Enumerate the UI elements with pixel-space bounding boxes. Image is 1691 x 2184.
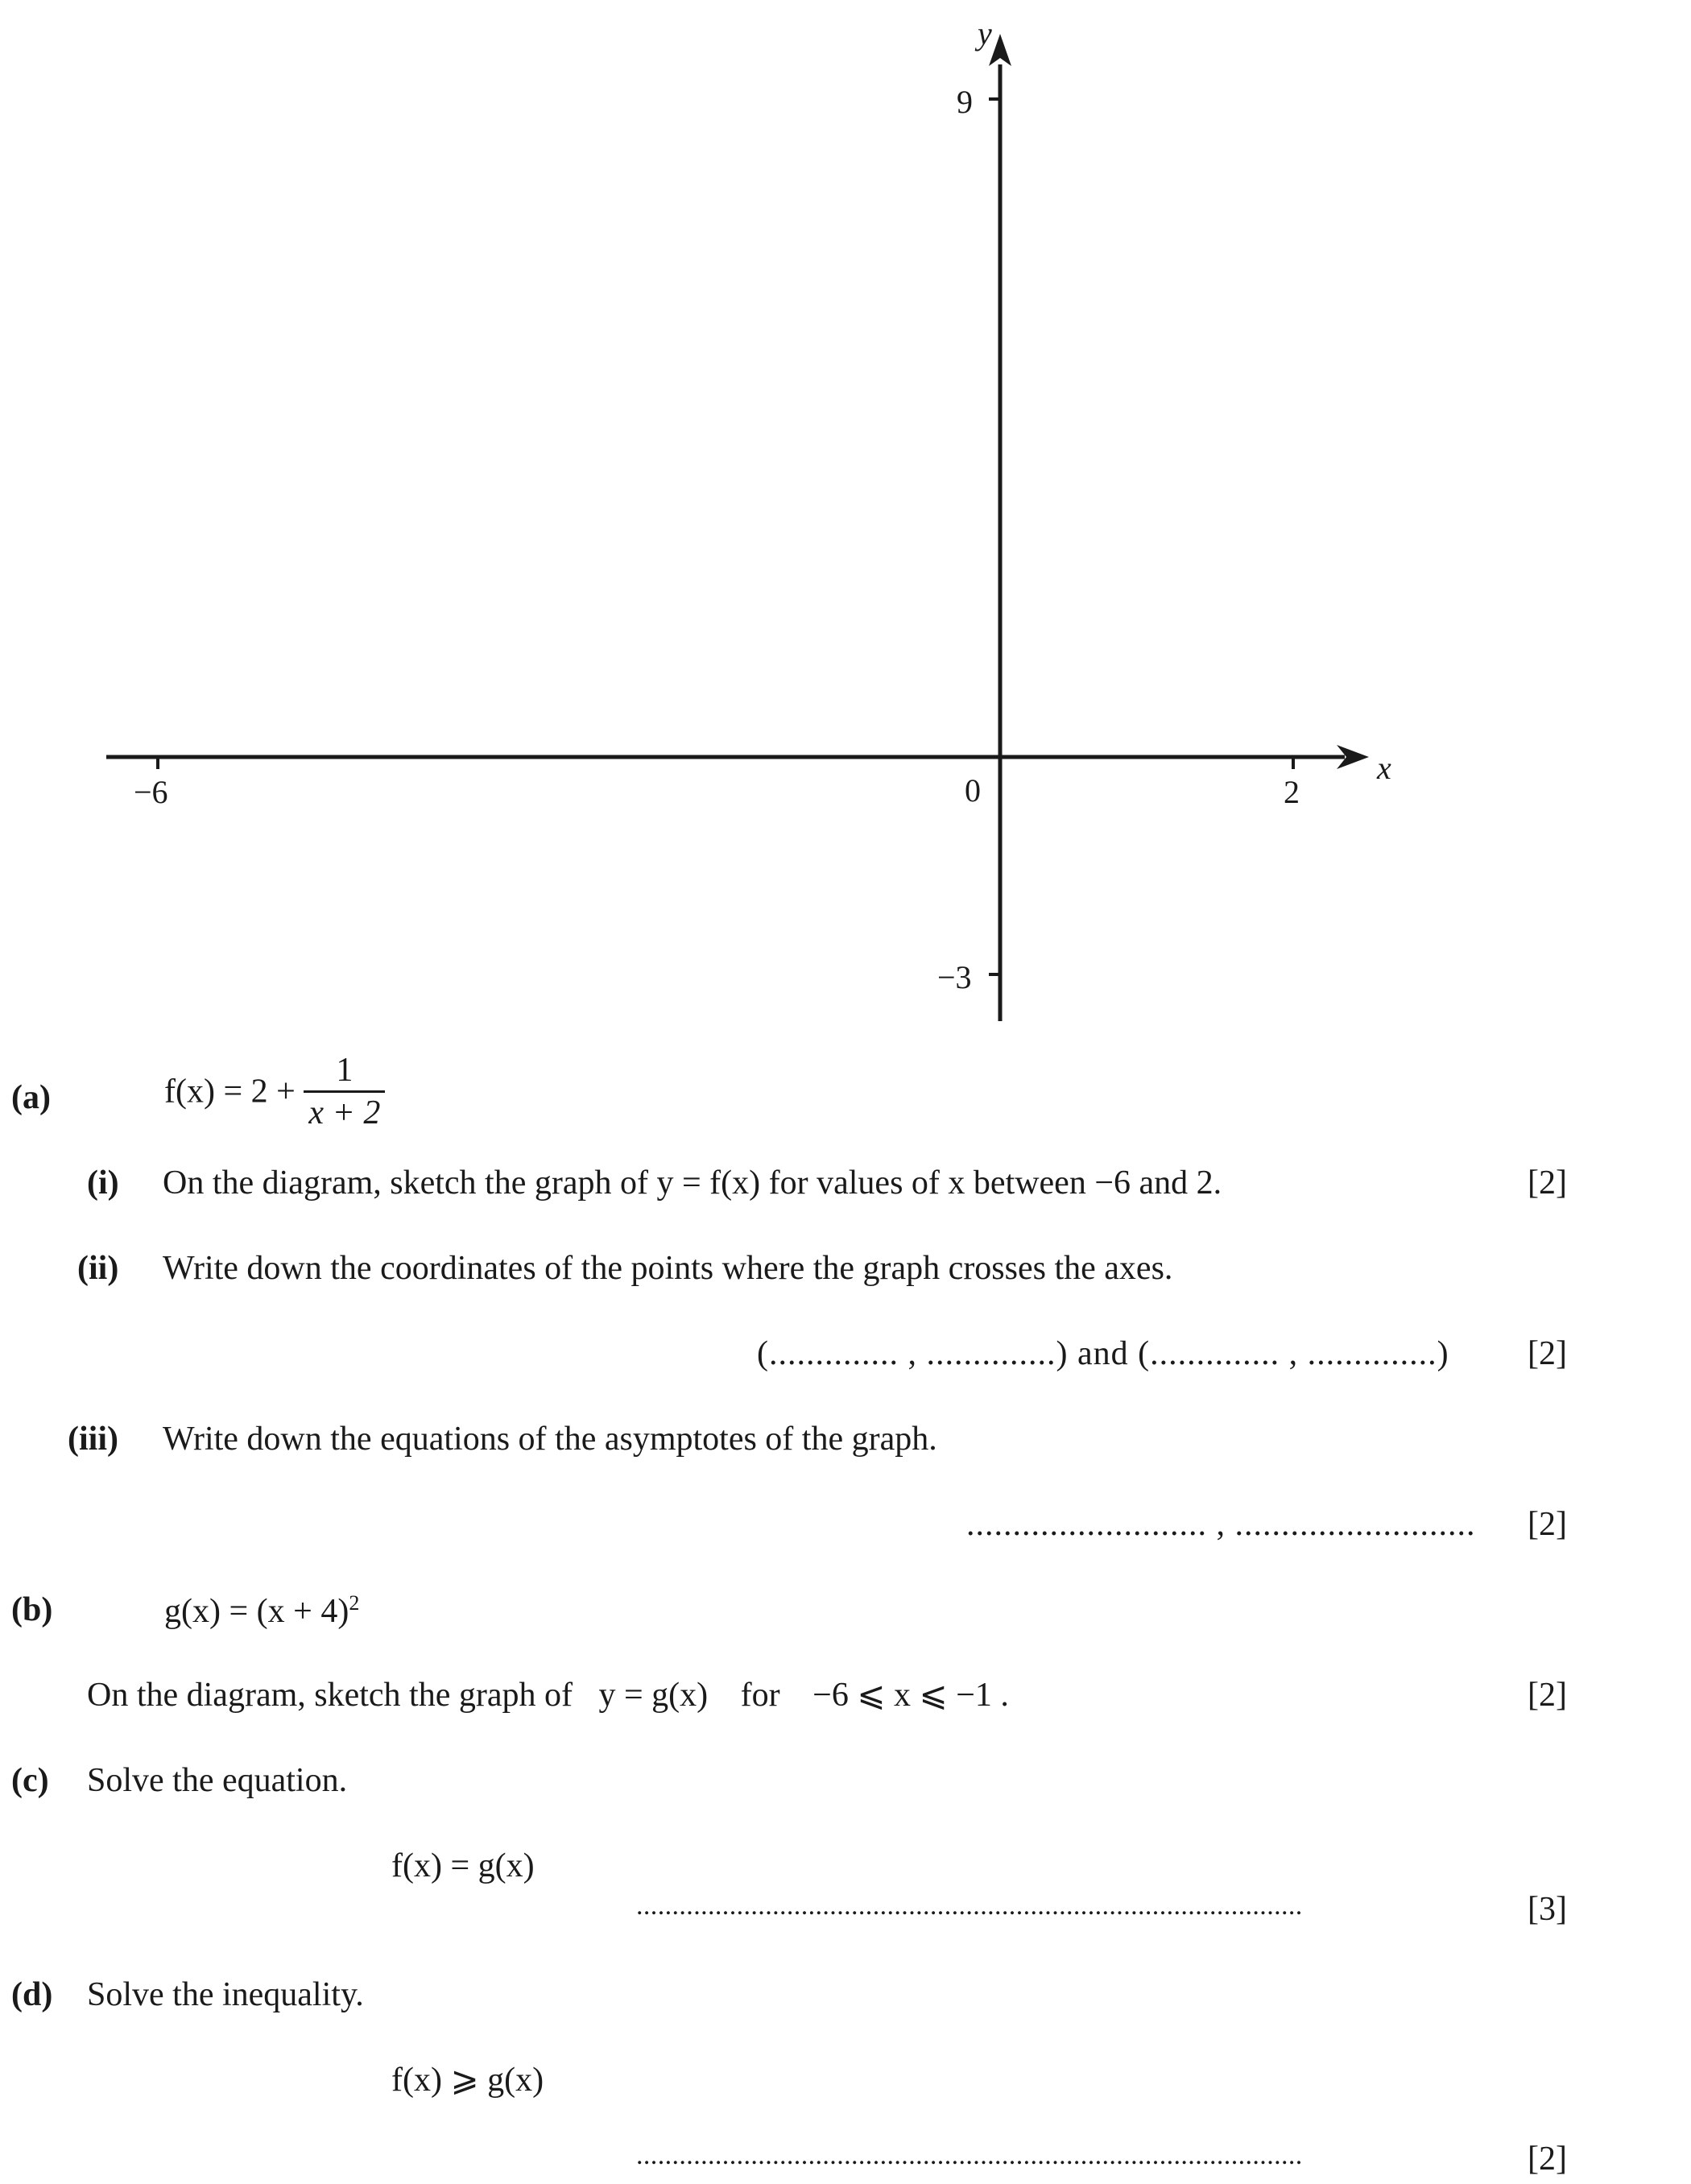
part-d-label: (d) [11,1976,53,2013]
y-axis-arrow [989,34,1011,66]
part-a-i-equation: y = f(x) [656,1164,761,1202]
part-a-i-question [163,1166,1222,1200]
part-a-label: (a) [11,1079,51,1116]
part-a-iii-question: Write down the equations of the asymptotes of the graph. [163,1421,937,1458]
part-d-answer-line[interactable]: ............................................................................................. [636,2141,1303,2170]
part-a-iii-marks: [2] [1528,1506,1567,1543]
part-c-marks: [3] [1528,1891,1567,1928]
part-a-i-label: (i) [87,1164,119,1202]
part-b-range: −6 ⩽ x ⩽ −1 . [812,1677,1009,1714]
function-f-denominator: x + 2 [304,1090,385,1130]
part-d-marks: [2] [1528,2141,1567,2178]
function-g-expression: g(x) = (x + 4) [164,1593,349,1630]
part-a-iii-answer-line[interactable]: .......................... , .......................... [966,1506,1476,1543]
tick-label-x-minus6: −6 [134,774,168,810]
function-f-lhs: f(x) = 2 + [164,1073,296,1111]
function-f-fraction [304,1053,385,1130]
part-b-text-1: On the diagram, sketch the graph of [87,1677,573,1714]
part-c-question: Solve the equation. [87,1762,348,1799]
function-g-exponent: 2 [349,1591,360,1615]
part-a-i-marks: [2] [1528,1164,1567,1202]
part-a-i-text-1: On the diagram, sketch the graph of [163,1164,648,1202]
function-f-definition [164,1053,385,1130]
part-c-label: (c) [11,1762,49,1799]
part-a-iii-label: (iii) [68,1421,118,1458]
part-d-question: Solve the inequality. [87,1976,364,2013]
part-a-ii-question: Write down the coordinates of the points where the graph crosses the axes. [163,1250,1173,1287]
function-f-numerator: 1 [336,1052,353,1089]
part-a-ii-answer-line[interactable]: (.............. , ..............) and (.............. , ..............) [757,1335,1449,1372]
part-b-for: for [740,1677,780,1714]
origin-label: 0 [965,772,981,809]
part-a-ii-marks: [2] [1528,1335,1567,1372]
part-b-equation: y = g(x) [598,1677,709,1714]
function-g-definition [164,1593,359,1628]
part-b-question [87,1678,1009,1712]
part-d-inequality: f(x) ⩾ g(x) [391,2062,544,2099]
x-axis-label: x [1377,750,1391,786]
tick-label-x-2: 2 [1284,774,1300,810]
part-b-label: (b) [11,1591,53,1628]
part-b-marks: [2] [1528,1677,1567,1714]
tick-label-y-minus3: −3 [937,959,972,995]
part-a-ii-label: (ii) [77,1250,119,1287]
axes-diagram [0,0,1691,1047]
part-c-equation: f(x) = g(x) [391,1847,535,1884]
part-c-answer-line[interactable]: ............................................................................................. [636,1891,1303,1921]
y-axis-label: y [978,15,992,52]
tick-label-y-9: 9 [957,84,973,120]
part-a-i-text-2: for values of x between −6 and 2. [768,1164,1222,1202]
